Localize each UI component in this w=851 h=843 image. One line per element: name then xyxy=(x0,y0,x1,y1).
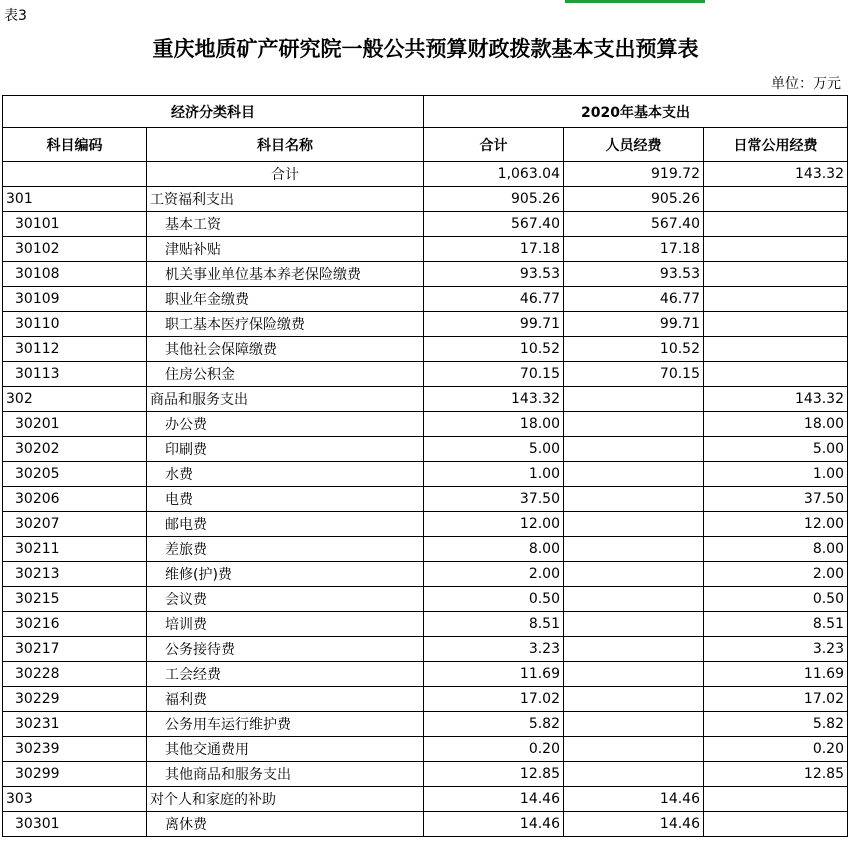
cell-public: 0.20 xyxy=(704,737,848,762)
column-header-public: 日常公用经费 xyxy=(704,128,848,162)
cell-total: 46.77 xyxy=(424,287,564,312)
cell-code: 303 xyxy=(3,787,147,812)
cell-name: 印刷费 xyxy=(147,437,424,462)
cell-personnel xyxy=(564,462,704,487)
cell-public: 12.00 xyxy=(704,512,848,537)
cell-name: 合计 xyxy=(147,162,424,187)
cell-total: 18.00 xyxy=(424,412,564,437)
budget-table-body xyxy=(3,162,848,837)
cell-public: 143.32 xyxy=(704,387,848,412)
cell-public xyxy=(704,212,848,237)
column-header-name: 科目名称 xyxy=(147,128,424,162)
cell-code: 30213 xyxy=(3,562,147,587)
cell-code: 30113 xyxy=(3,362,147,387)
cell-public: 11.69 xyxy=(704,662,848,687)
sheet-label: 表3 xyxy=(4,8,27,24)
cell-personnel xyxy=(564,762,704,787)
table-row xyxy=(3,362,848,387)
cell-public: 3.23 xyxy=(704,637,848,662)
column-header-total: 合计 xyxy=(424,128,564,162)
cell-personnel: 17.18 xyxy=(564,237,704,262)
cell-total: 10.52 xyxy=(424,337,564,362)
cell-public: 2.00 xyxy=(704,562,848,587)
table-row xyxy=(3,587,848,612)
cell-code: 302 xyxy=(3,387,147,412)
cell-personnel xyxy=(564,537,704,562)
cell-total: 12.85 xyxy=(424,762,564,787)
cell-public xyxy=(704,312,848,337)
cell-code xyxy=(3,162,147,187)
cell-personnel xyxy=(564,437,704,462)
cell-total: 17.18 xyxy=(424,237,564,262)
cell-name: 水费 xyxy=(147,462,424,487)
cell-code: 30110 xyxy=(3,312,147,337)
table-row xyxy=(3,462,848,487)
cell-name: 津贴补贴 xyxy=(147,237,424,262)
cell-total: 143.32 xyxy=(424,387,564,412)
cell-name: 差旅费 xyxy=(147,537,424,562)
cell-personnel: 14.46 xyxy=(564,812,704,837)
cell-personnel xyxy=(564,387,704,412)
cell-total: 8.00 xyxy=(424,537,564,562)
cell-public: 1.00 xyxy=(704,462,848,487)
cell-code: 30202 xyxy=(3,437,147,462)
cell-public: 8.00 xyxy=(704,537,848,562)
table-row xyxy=(3,262,848,287)
cell-public xyxy=(704,187,848,212)
cell-name: 住房公积金 xyxy=(147,362,424,387)
cell-name: 商品和服务支出 xyxy=(147,387,424,412)
table-row xyxy=(3,812,848,837)
cell-code: 30207 xyxy=(3,512,147,537)
cell-name: 其他交通费用 xyxy=(147,737,424,762)
column-header-personnel: 人员经费 xyxy=(564,128,704,162)
cell-total: 14.46 xyxy=(424,787,564,812)
table-row xyxy=(3,712,848,737)
cell-public: 17.02 xyxy=(704,687,848,712)
cell-personnel xyxy=(564,612,704,637)
cell-name: 职业年金缴费 xyxy=(147,287,424,312)
cell-public: 12.85 xyxy=(704,762,848,787)
cell-code: 30299 xyxy=(3,762,147,787)
cell-total: 17.02 xyxy=(424,687,564,712)
table-row xyxy=(3,487,848,512)
table-row xyxy=(3,637,848,662)
cell-total: 8.51 xyxy=(424,612,564,637)
cell-personnel xyxy=(564,587,704,612)
cell-name: 邮电费 xyxy=(147,512,424,537)
table-row xyxy=(3,662,848,687)
cell-code: 30215 xyxy=(3,587,147,612)
cell-total: 0.50 xyxy=(424,587,564,612)
cell-name: 工资福利支出 xyxy=(147,187,424,212)
table-row xyxy=(3,562,848,587)
cell-name: 职工基本医疗保险缴费 xyxy=(147,312,424,337)
cell-code: 30201 xyxy=(3,412,147,437)
cell-public xyxy=(704,812,848,837)
cell-code: 30102 xyxy=(3,237,147,262)
cell-public xyxy=(704,362,848,387)
cell-public: 0.50 xyxy=(704,587,848,612)
cell-personnel: 567.40 xyxy=(564,212,704,237)
cell-personnel: 14.46 xyxy=(564,787,704,812)
cell-total: 11.69 xyxy=(424,662,564,687)
cell-code: 30229 xyxy=(3,687,147,712)
cell-personnel: 99.71 xyxy=(564,312,704,337)
cell-personnel xyxy=(564,412,704,437)
table-row xyxy=(3,237,848,262)
cell-name: 福利费 xyxy=(147,687,424,712)
table-row xyxy=(3,612,848,637)
cell-total: 0.20 xyxy=(424,737,564,762)
table-row xyxy=(3,162,848,187)
cell-personnel xyxy=(564,562,704,587)
cell-personnel xyxy=(564,487,704,512)
cell-name: 其他社会保障缴费 xyxy=(147,337,424,362)
active-cell-indicator xyxy=(565,0,705,3)
cell-code: 30109 xyxy=(3,287,147,312)
cell-name: 工会经费 xyxy=(147,662,424,687)
cell-code: 301 xyxy=(3,187,147,212)
cell-name: 其他商品和服务支出 xyxy=(147,762,424,787)
cell-total: 93.53 xyxy=(424,262,564,287)
cell-code: 30101 xyxy=(3,212,147,237)
cell-code: 30216 xyxy=(3,612,147,637)
cell-total: 905.26 xyxy=(424,187,564,212)
column-header-code: 科目编码 xyxy=(3,128,147,162)
cell-name: 电费 xyxy=(147,487,424,512)
cell-personnel: 919.72 xyxy=(564,162,704,187)
cell-total: 5.82 xyxy=(424,712,564,737)
cell-code: 30108 xyxy=(3,262,147,287)
cell-code: 30206 xyxy=(3,487,147,512)
table-row xyxy=(3,287,848,312)
cell-personnel xyxy=(564,712,704,737)
cell-public: 37.50 xyxy=(704,487,848,512)
cell-name: 会议费 xyxy=(147,587,424,612)
cell-total: 1,063.04 xyxy=(424,162,564,187)
cell-name: 机关事业单位基本养老保险缴费 xyxy=(147,262,424,287)
cell-personnel xyxy=(564,662,704,687)
cell-personnel xyxy=(564,637,704,662)
cell-public xyxy=(704,287,848,312)
cell-code: 30112 xyxy=(3,337,147,362)
cell-name: 培训费 xyxy=(147,612,424,637)
cell-public xyxy=(704,262,848,287)
cell-public xyxy=(704,337,848,362)
cell-code: 30228 xyxy=(3,662,147,687)
cell-code: 30239 xyxy=(3,737,147,762)
table-row xyxy=(3,687,848,712)
table-row xyxy=(3,412,848,437)
header-group-economic: 经济分类科目 xyxy=(3,96,424,128)
cell-personnel: 93.53 xyxy=(564,262,704,287)
cell-name: 公务接待费 xyxy=(147,637,424,662)
cell-total: 1.00 xyxy=(424,462,564,487)
cell-total: 5.00 xyxy=(424,437,564,462)
table-row xyxy=(3,187,848,212)
cell-public: 143.32 xyxy=(704,162,848,187)
header-group-basic-expense: 2020年基本支出 xyxy=(424,96,848,128)
cell-total: 12.00 xyxy=(424,512,564,537)
cell-code: 30231 xyxy=(3,712,147,737)
cell-name: 办公费 xyxy=(147,412,424,437)
cell-code: 30217 xyxy=(3,637,147,662)
cell-total: 37.50 xyxy=(424,487,564,512)
table-row xyxy=(3,512,848,537)
cell-public: 5.00 xyxy=(704,437,848,462)
cell-public xyxy=(704,787,848,812)
cell-personnel xyxy=(564,737,704,762)
cell-name: 对个人和家庭的补助 xyxy=(147,787,424,812)
cell-code: 30205 xyxy=(3,462,147,487)
cell-personnel xyxy=(564,687,704,712)
cell-total: 567.40 xyxy=(424,212,564,237)
table-row xyxy=(3,537,848,562)
table-row xyxy=(3,212,848,237)
cell-public: 8.51 xyxy=(704,612,848,637)
cell-name: 基本工资 xyxy=(147,212,424,237)
cell-name: 离休费 xyxy=(147,812,424,837)
cell-name: 维修(护)费 xyxy=(147,562,424,587)
cell-total: 14.46 xyxy=(424,812,564,837)
table-row xyxy=(3,387,848,412)
cell-personnel: 46.77 xyxy=(564,287,704,312)
cell-public: 5.82 xyxy=(704,712,848,737)
cell-personnel xyxy=(564,512,704,537)
cell-public: 18.00 xyxy=(704,412,848,437)
cell-total: 2.00 xyxy=(424,562,564,587)
cell-personnel: 70.15 xyxy=(564,362,704,387)
cell-total: 3.23 xyxy=(424,637,564,662)
table-row xyxy=(3,787,848,812)
cell-code: 30301 xyxy=(3,812,147,837)
cell-total: 99.71 xyxy=(424,312,564,337)
cell-public xyxy=(704,237,848,262)
cell-name: 公务用车运行维护费 xyxy=(147,712,424,737)
unit-label: 单位：万元 xyxy=(771,76,841,92)
table-row xyxy=(3,762,848,787)
page-title: 重庆地质矿产研究院一般公共预算财政拨款基本支出预算表 xyxy=(152,36,699,61)
cell-personnel: 10.52 xyxy=(564,337,704,362)
budget-table xyxy=(2,95,848,837)
cell-personnel: 905.26 xyxy=(564,187,704,212)
table-row xyxy=(3,337,848,362)
table-row xyxy=(3,737,848,762)
cell-total: 70.15 xyxy=(424,362,564,387)
cell-code: 30211 xyxy=(3,537,147,562)
table-row xyxy=(3,437,848,462)
table-row xyxy=(3,312,848,337)
